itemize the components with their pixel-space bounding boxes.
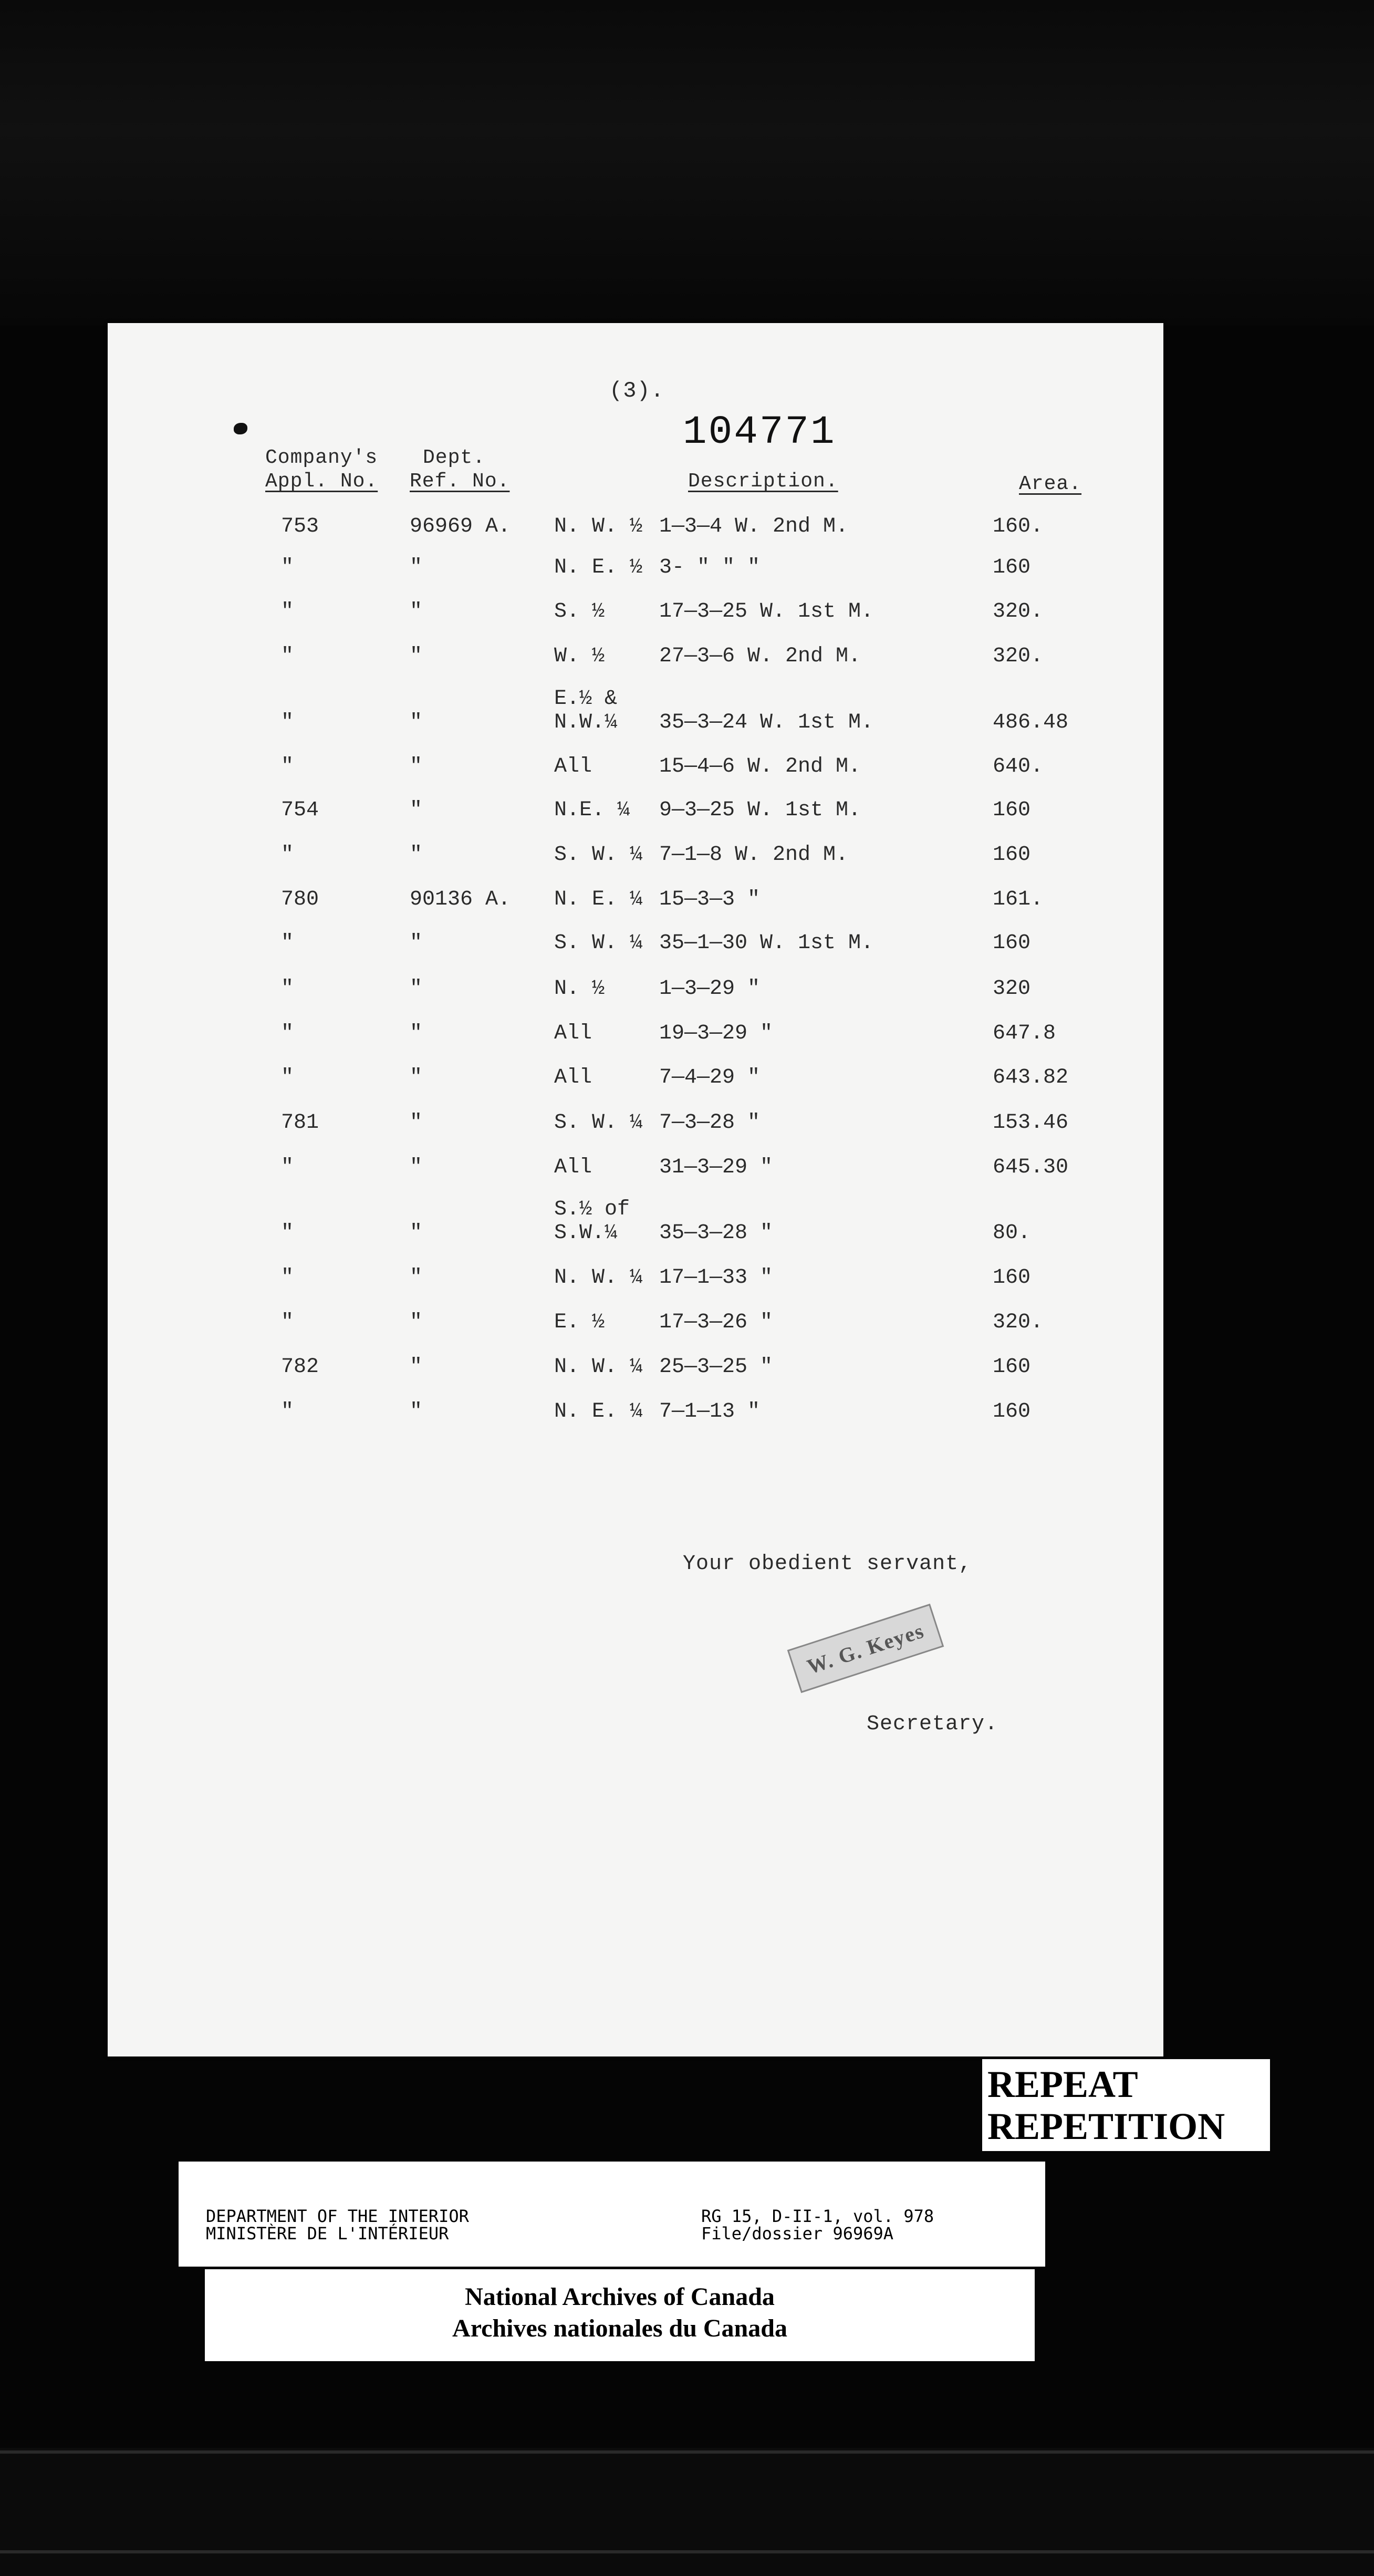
row-ref-no: ": [410, 645, 423, 668]
row-legal: 17—1—33 ": [659, 1266, 773, 1290]
row-part: S. W. ¼: [554, 931, 643, 955]
row-legal: 17—3—25 W. 1st M.: [659, 600, 874, 624]
row-ref-no: ": [410, 1311, 423, 1334]
row-legal: 15—3—3 ": [659, 888, 761, 911]
row-legal: 7—1—13 ": [659, 1400, 761, 1424]
archives-en: National Archives of Canada: [465, 2283, 775, 2311]
row-appl-no: ": [281, 931, 294, 955]
archives-label: [205, 2269, 1035, 2361]
dept-fr: MINISTÈRE DE L'INTÉRIEUR: [206, 2224, 449, 2243]
row-area: 640.: [993, 755, 1044, 778]
row-appl-no: ": [281, 645, 294, 668]
row-ref-no: ": [410, 600, 423, 624]
row-part: N. ½: [554, 977, 605, 1001]
page-number: (3).: [609, 378, 664, 403]
scan-line: [0, 2550, 1374, 2553]
row-ref-no: ": [410, 1066, 423, 1089]
row-legal: 25—3—25 ": [659, 1355, 773, 1379]
row-appl-no: 780: [281, 888, 319, 911]
row-legal: 1—3—4 W. 2nd M.: [659, 515, 849, 538]
header-description: Description.: [688, 470, 838, 493]
row-area: 647.8: [993, 1022, 1056, 1045]
row-appl-no: 782: [281, 1355, 319, 1379]
repeat-label-line1: REPEAT: [987, 2063, 1138, 2105]
row-part: All: [554, 1022, 592, 1045]
row-part: N. W. ¼: [554, 1355, 643, 1379]
row-legal: 1—3—29 ": [659, 977, 761, 1001]
row-area: 161.: [993, 888, 1044, 911]
ink-mark: [234, 423, 247, 434]
row-area: 160: [993, 931, 1031, 955]
row-part: N. W. ½: [554, 515, 643, 538]
row-appl-no: ": [281, 1066, 294, 1089]
row-appl-no: ": [281, 1156, 294, 1179]
archives-fr: Archives nationales du Canada: [452, 2314, 787, 2342]
row-legal: 9—3—25 W. 1st M.: [659, 798, 861, 822]
archive-ref: RG 15, D-II-1, vol. 978: [701, 2206, 934, 2226]
row-appl-no: 781: [281, 1111, 319, 1135]
row-ref-no: ": [410, 1400, 423, 1424]
row-area: 160.: [993, 515, 1044, 538]
row-legal: 19—3—29 ": [659, 1022, 773, 1045]
row-ref-no: ": [410, 798, 423, 822]
row-area: 160: [993, 1266, 1031, 1290]
row-area: 320: [993, 977, 1031, 1001]
row-ref-no: 90136 A.: [410, 888, 511, 911]
row-area: 80.: [993, 1221, 1031, 1245]
row-part: N. E. ¼: [554, 1400, 643, 1424]
row-legal: 17—3—26 ": [659, 1311, 773, 1334]
row-legal: 15—4—6 W. 2nd M.: [659, 755, 861, 778]
row-legal: 3- " " ": [659, 556, 761, 579]
scan-bottom-background: [0, 2448, 1374, 2576]
row-legal: 27—3—6 W. 2nd M.: [659, 645, 861, 668]
row-ref-no: ": [410, 1022, 423, 1045]
row-appl-no: ": [281, 600, 294, 624]
header-dept-ref-line2: Ref. No.: [410, 470, 510, 493]
row-legal: 7—1—8 W. 2nd M.: [659, 843, 849, 867]
row-ref-no: 96969 A.: [410, 515, 511, 538]
row-appl-no: 753: [281, 515, 319, 538]
row-part: W. ½: [554, 645, 605, 668]
row-appl-no: 754: [281, 798, 319, 822]
row-appl-no: ": [281, 1266, 294, 1290]
scan-top-background: [0, 0, 1374, 326]
row-ref-no: ": [410, 1111, 423, 1135]
row-ref-no: ": [410, 931, 423, 955]
row-area: 320.: [993, 600, 1044, 624]
row-appl-no: ": [281, 1311, 294, 1334]
row-legal: 35—3—28 ": [659, 1221, 773, 1245]
dept-en: DEPARTMENT OF THE INTERIOR: [206, 2206, 469, 2226]
header-dept-ref-line1: Dept.: [423, 446, 486, 469]
scan-line: [0, 2450, 1374, 2454]
row-ref-no: ": [410, 1156, 423, 1179]
header-company-appl-line2: Appl. No.: [265, 470, 378, 493]
row-area: 320.: [993, 1311, 1044, 1334]
row-ref-no: ": [410, 1355, 423, 1379]
row-appl-no: ": [281, 1400, 294, 1424]
row-area: 320.: [993, 645, 1044, 668]
row-part-line1: E.½ &: [554, 687, 618, 711]
row-area: 486.48: [993, 711, 1069, 734]
closing-line: Your obedient servant,: [683, 1552, 972, 1576]
signature-stamp: W. G. Keyes: [787, 1604, 944, 1693]
row-ref-no: ": [410, 1266, 423, 1290]
row-appl-no: ": [281, 711, 294, 734]
row-part: All: [554, 755, 592, 778]
row-appl-no: ": [281, 1022, 294, 1045]
row-ref-no: ": [410, 977, 423, 1001]
row-area: 153.46: [993, 1111, 1069, 1135]
row-appl-no: ": [281, 977, 294, 1001]
row-ref-no: ": [410, 711, 423, 734]
row-legal: 31—3—29 ": [659, 1156, 773, 1179]
row-area: 160: [993, 1400, 1031, 1424]
row-area: 645.30: [993, 1156, 1069, 1179]
row-part: All: [554, 1066, 592, 1089]
row-ref-no: ": [410, 556, 423, 579]
row-legal: 35—3—24 W. 1st M.: [659, 711, 874, 734]
row-legal: 7—3—28 ": [659, 1111, 761, 1135]
signer-title: Secretary.: [867, 1712, 998, 1736]
row-part-line1: S.½ of: [554, 1198, 630, 1221]
row-part: N. E. ½: [554, 556, 643, 579]
row-ref-no: ": [410, 755, 423, 778]
stamp-number: 104771: [683, 410, 836, 455]
row-legal: 7—4—29 ": [659, 1066, 761, 1089]
row-part: All: [554, 1156, 592, 1179]
row-part: N. W. ¼: [554, 1266, 643, 1290]
row-area: 643.82: [993, 1066, 1069, 1089]
row-part: N.E. ¼: [554, 798, 630, 822]
header-company-appl-line1: Company's: [265, 446, 378, 469]
row-area: 160: [993, 798, 1031, 822]
row-area: 160: [993, 556, 1031, 579]
row-part: N. E. ¼: [554, 888, 643, 911]
archive-file: File/dossier 96969A: [701, 2224, 894, 2243]
row-appl-no: ": [281, 755, 294, 778]
header-area: Area.: [1019, 473, 1082, 495]
row-part: S. W. ¼: [554, 1111, 643, 1135]
row-area: 160: [993, 1355, 1031, 1379]
row-appl-no: ": [281, 843, 294, 867]
row-ref-no: ": [410, 1221, 423, 1245]
archive-reference-label: [179, 2162, 1045, 2267]
document-page: [108, 323, 1163, 2056]
repeat-label: [982, 2059, 1270, 2151]
row-part: E. ½: [554, 1311, 605, 1334]
row-appl-no: ": [281, 556, 294, 579]
row-part: S. ½: [554, 600, 605, 624]
row-ref-no: ": [410, 843, 423, 867]
repeat-label-line2: REPETITION: [987, 2105, 1225, 2147]
row-legal: 35—1—30 W. 1st M.: [659, 931, 874, 955]
row-part: S.W.¼: [554, 1221, 618, 1245]
row-part: N.W.¼: [554, 711, 618, 734]
row-area: 160: [993, 843, 1031, 867]
row-part: S. W. ¼: [554, 843, 643, 867]
row-appl-no: ": [281, 1221, 294, 1245]
